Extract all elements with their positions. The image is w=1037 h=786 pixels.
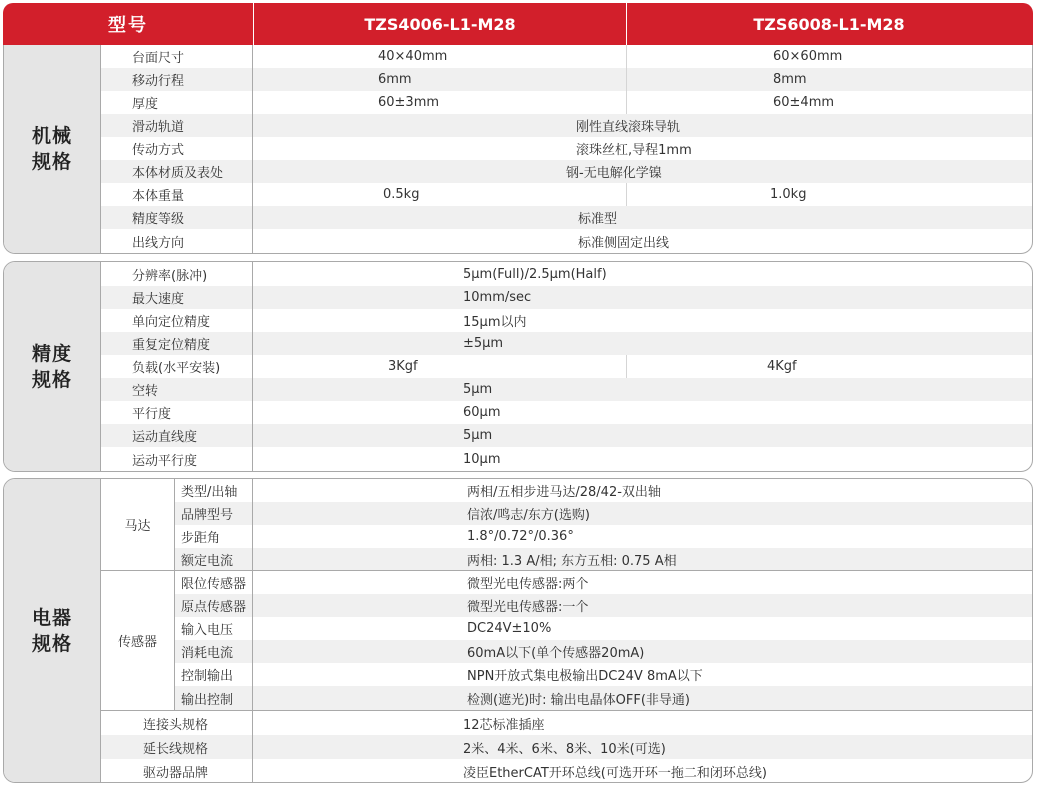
row-label: 类型/出轴 bbox=[175, 479, 253, 502]
table-row bbox=[175, 571, 1032, 594]
row-label: 单向定位精度 bbox=[100, 309, 253, 332]
table-row bbox=[175, 502, 1032, 525]
mechanical-spec-section bbox=[3, 45, 1033, 254]
row-label: 运动平行度 bbox=[100, 447, 253, 472]
table-row bbox=[100, 424, 1032, 447]
table-row bbox=[175, 525, 1032, 548]
row-value: 刚性直线滚珠导轨 bbox=[576, 120, 681, 135]
precision-spec-section bbox=[3, 261, 1033, 472]
row-value: 12芯标准插座 bbox=[463, 717, 545, 733]
row-value: NPN开放式集电极输出DC24V 8mA以下 bbox=[467, 669, 703, 684]
row-value-1: 3Kgf bbox=[388, 359, 418, 374]
row-label: 本体重量 bbox=[100, 183, 253, 206]
row-value: 5μm bbox=[463, 382, 493, 397]
row-value-2: 1.0kg bbox=[626, 183, 1032, 206]
row-label: 消耗电流 bbox=[175, 640, 253, 663]
table-row bbox=[175, 640, 1032, 663]
row-label: 步距角 bbox=[175, 525, 253, 548]
row-value: 标准型 bbox=[578, 212, 618, 227]
table-row bbox=[100, 137, 1032, 160]
row-value: 微型光电传感器:两个 bbox=[467, 577, 589, 592]
row-label: 运动直线度 bbox=[100, 424, 253, 447]
table-row bbox=[100, 45, 1032, 68]
table-row bbox=[100, 183, 1032, 206]
row-label: 分辨率(脉冲) bbox=[100, 262, 253, 286]
table-row bbox=[175, 479, 1032, 502]
table-row bbox=[100, 286, 1032, 309]
row-label: 额定电流 bbox=[175, 548, 253, 570]
row-value: 60μm bbox=[463, 405, 501, 420]
row-label: 负载(水平安装) bbox=[100, 355, 253, 378]
row-label: 精度等级 bbox=[100, 206, 253, 229]
row-label: 驱动器品牌 bbox=[100, 759, 253, 783]
table-row bbox=[100, 759, 1032, 783]
row-label: 连接头规格 bbox=[100, 711, 253, 735]
row-value: 5μm bbox=[463, 428, 493, 443]
table-row bbox=[175, 686, 1032, 710]
table-row bbox=[100, 229, 1032, 253]
precision-spec-title: 精度 规格 bbox=[4, 262, 100, 471]
row-label: 控制输出 bbox=[175, 663, 253, 686]
row-label: 传动方式 bbox=[100, 137, 253, 160]
row-label: 延长线规格 bbox=[100, 735, 253, 759]
row-label: 出线方向 bbox=[100, 229, 253, 253]
model-header-label: 型号 bbox=[108, 15, 148, 36]
row-label: 最大速度 bbox=[100, 286, 253, 309]
row-value-2: 60±4mm bbox=[626, 91, 1032, 114]
row-value-2: 60×60mm bbox=[626, 45, 1032, 68]
row-value: 10mm/sec bbox=[463, 290, 532, 305]
table-row bbox=[175, 594, 1032, 617]
table-row bbox=[175, 617, 1032, 640]
table-row bbox=[100, 91, 1032, 114]
row-value: 微型光电传感器:一个 bbox=[467, 600, 589, 615]
motor-group-label: 马达 bbox=[100, 479, 175, 570]
row-value: 15μm以内 bbox=[463, 315, 527, 330]
row-value-1: 60±3mm bbox=[378, 95, 440, 110]
table-row bbox=[100, 355, 1032, 378]
row-value: 2米、4米、6米、8米、10米(可选) bbox=[463, 741, 666, 757]
model-column-1: TZS4006-L1-M28 bbox=[253, 3, 626, 45]
row-label: 本体材质及表处 bbox=[100, 160, 253, 183]
row-value-2: 4Kgf bbox=[626, 355, 1032, 378]
table-row bbox=[100, 378, 1032, 401]
row-label: 台面尺寸 bbox=[100, 45, 253, 68]
row-value: 标准侧固定出线 bbox=[578, 235, 670, 251]
row-value: ±5μm bbox=[463, 336, 504, 351]
row-label: 厚度 bbox=[100, 91, 253, 114]
row-value: 60mA以下(单个传感器20mA) bbox=[467, 646, 645, 661]
sensor-group-label: 传感器 bbox=[100, 571, 175, 710]
row-value: 两相: 1.3 A/相; 东方五相: 0.75 A相 bbox=[467, 553, 677, 569]
row-label: 品牌型号 bbox=[175, 502, 253, 525]
row-value: 凌臣EtherCAT开环总线(可选开环一拖二和闭环总线) bbox=[463, 765, 767, 781]
row-label: 限位传感器 bbox=[175, 571, 253, 594]
table-row bbox=[100, 160, 1032, 183]
table-header bbox=[3, 3, 1033, 45]
table-row bbox=[100, 206, 1032, 229]
row-value: 钢-无电解化学镍 bbox=[566, 166, 662, 181]
row-label: 平行度 bbox=[100, 401, 253, 424]
table-row bbox=[100, 68, 1032, 91]
row-value: 滚珠丝杠,导程1mm bbox=[576, 143, 692, 158]
row-value: 10μm bbox=[463, 452, 501, 467]
table-row bbox=[100, 309, 1032, 332]
row-value-2: 8mm bbox=[626, 68, 1032, 91]
row-label: 移动行程 bbox=[100, 68, 253, 91]
row-label: 空转 bbox=[100, 378, 253, 401]
table-row bbox=[100, 262, 1032, 286]
table-row bbox=[100, 447, 1032, 472]
row-value-1: 0.5kg bbox=[383, 187, 420, 202]
electrical-spec-section bbox=[3, 478, 1033, 783]
row-value-1: 40×40mm bbox=[378, 49, 448, 64]
row-label: 滑动轨道 bbox=[100, 114, 253, 137]
table-row bbox=[100, 735, 1032, 759]
row-label: 输入电压 bbox=[175, 617, 253, 640]
row-value: 两相/五相步进马达/28/42-双出轴 bbox=[467, 485, 661, 500]
row-value: 5μm(Full)/2.5μm(Half) bbox=[463, 266, 607, 282]
electrical-spec-title: 电器 规格 bbox=[4, 479, 100, 782]
row-label: 输出控制 bbox=[175, 686, 253, 710]
row-value: 信浓/鸣志/东方(选购) bbox=[467, 508, 590, 523]
table-row bbox=[100, 711, 1032, 735]
mechanical-spec-title: 机械 规格 bbox=[4, 45, 100, 253]
group-divider bbox=[100, 710, 1032, 711]
row-value-1: 6mm bbox=[378, 72, 412, 87]
group-divider bbox=[100, 570, 1032, 571]
row-value: 检测(遮光)时: 输出电晶体OFF(非导通) bbox=[467, 692, 690, 708]
table-row bbox=[100, 114, 1032, 137]
table-row bbox=[100, 332, 1032, 355]
row-value: DC24V±10% bbox=[467, 621, 552, 636]
table-row bbox=[100, 401, 1032, 424]
model-column-2: TZS6008-L1-M28 bbox=[626, 3, 1031, 45]
table-row bbox=[175, 663, 1032, 686]
table-row bbox=[175, 548, 1032, 570]
row-label: 重复定位精度 bbox=[100, 332, 253, 355]
row-label: 原点传感器 bbox=[175, 594, 253, 617]
row-value: 1.8°/0.72°/0.36° bbox=[467, 529, 574, 544]
